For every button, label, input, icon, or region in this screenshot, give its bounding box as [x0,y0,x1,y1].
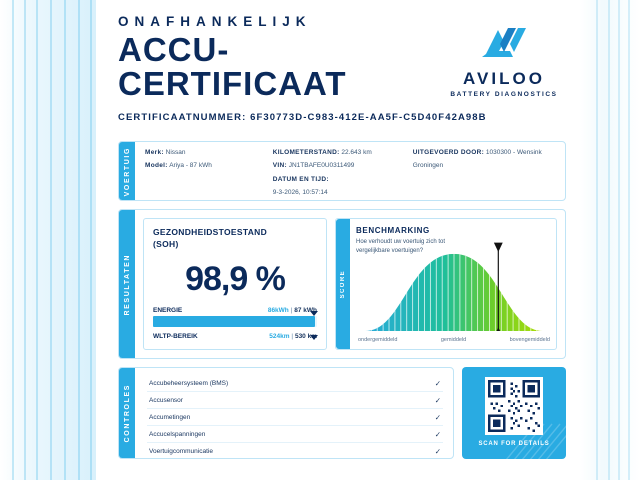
aviloo-mark-icon [444,24,564,65]
results-side-tab [119,210,135,358]
vehicle-field-value: 1030300 - Wensink [485,149,542,157]
certificate-number [118,112,566,123]
vehicle-field-value: 22.643 km [341,149,372,157]
check-item-label: Accumetingen [149,413,191,421]
wltp-bar-track [153,342,317,345]
controls-row [118,367,566,459]
header-kicker: ONAFHANKELIJK [118,14,312,29]
vehicle-column-1 [145,149,273,193]
check-icon: ✓ [434,429,441,439]
controls-side-tab-label: CONTROLES [123,384,131,443]
soh-title-line-2: (SOH) [153,238,179,249]
vehicle-field [413,162,549,170]
benchmark-axis-label: gemiddeld [440,337,467,344]
benchmark-axis-labels [358,337,550,343]
score-side-tab [336,219,350,349]
check-item-label: Accubeheersysteem (BMS) [149,379,229,387]
aviloo-logo [444,24,564,98]
vehicle-field [273,162,405,170]
check-item [147,426,443,443]
qr-caption: SCAN FOR DETAILS [478,441,550,448]
benchmark-subtitle: Hoe verhoudt uw voertuig zich tot vergelijkbare voertuigen? [356,239,446,255]
check-icon: ✓ [434,446,441,456]
soh-value: 98,9 % [185,260,285,299]
check-icon: ✓ [434,412,441,422]
vehicle-field-value: Nissan [165,149,186,157]
vehicle-field [273,149,405,157]
energy-bar-separator: | [290,307,293,315]
controls-card [118,367,454,459]
energy-bar-value: 86kWh [267,307,289,315]
wltp-bar-block [153,333,317,345]
vehicle-field-label: KILOMETERSTAND: [272,149,340,157]
vehicle-field-value: 9-3-2026, 10:57:14 [272,188,328,196]
soh-title-line-1: GEZONDHEIDSTOESTAND [153,227,268,238]
vehicle-field-value: Ariya - 87 kWh [169,162,212,170]
energy-bar-max: 87 kWh [294,307,317,315]
vehicle-side-tab [119,142,135,200]
wltp-bar-label: WLTP-BEREIK [153,333,198,341]
vehicle-field-label: Model: [145,162,168,170]
wltp-bar-separator: | [291,333,294,341]
results-side-tab-label: RESULTATEN [123,253,131,316]
vehicle-side-tab-label: VOERTUIG [123,146,131,196]
vehicle-field-value: JN1TBAFE0U0311499 [288,162,355,170]
title-line-2: CERTIFICAAT [118,64,347,102]
energy-bar-marker [310,311,318,316]
check-icon: ✓ [434,395,441,405]
qr-decoration-icon [506,414,566,459]
check-item-label: Accusensor [149,396,183,404]
vehicle-field [273,176,405,184]
right-decoration [580,0,640,480]
benchmark-title: BENCHMARKING [356,226,430,236]
vehicle-field-value: Groningen [412,162,444,170]
aviloo-brand-text: AVILOO [463,69,545,88]
energy-bar-label: ENERGIE [153,307,183,315]
vehicle-field [413,149,549,157]
certificate-header [96,0,580,133]
check-icon: ✓ [434,378,441,388]
check-item [147,392,443,409]
qr-card[interactable] [462,367,566,459]
vehicle-column-3 [413,149,557,193]
benchmark-axis-label: bovengemiddeld [509,337,550,344]
vehicle-field-label: UITGEVOERD DOOR: [412,149,485,157]
check-item [147,443,443,459]
vehicle-field [145,149,265,157]
energy-bar-block [153,307,317,327]
energy-bar-track [153,316,317,327]
wltp-bar-max: 530 km [294,333,317,341]
title-line-1: ACCU- [118,31,230,68]
check-item-label: Accucelspanningen [149,430,206,438]
controls-side-tab [119,368,135,458]
check-item [147,375,443,392]
vehicle-field-label: DATUM EN TIJD: [272,175,329,183]
vehicle-field-label: Merk: [145,149,164,157]
certificate-number-label: CERTIFICAATNUMMER: [118,112,247,124]
aviloo-tagline: BATTERY DIAGNOSTICS [450,91,558,98]
score-side-tab-label: SCORE [340,270,346,299]
check-item [147,409,443,426]
certificate-number-value: 6F30773D-C983-412E-AA5F-C5D40F42A98B [250,112,487,124]
vehicle-column-2 [272,149,413,196]
results-card [118,209,566,359]
wltp-bar-marker [310,335,318,340]
soh-panel [143,218,327,350]
vehicle-field [145,162,265,170]
benchmark-panel [335,218,557,350]
vehicle-card [118,141,566,201]
wltp-bar-value: 524km [269,333,290,341]
vehicle-field-label: VIN: [272,162,287,170]
left-decoration [0,0,96,480]
benchmark-axis-label: ondergemiddeld [358,337,398,344]
benchmark-curve-chart [358,237,550,331]
energy-bar-fill [153,316,315,327]
vehicle-field [273,189,405,197]
check-item-label: Voertuigcommunicatie [149,447,213,455]
certificate-content [96,0,580,480]
